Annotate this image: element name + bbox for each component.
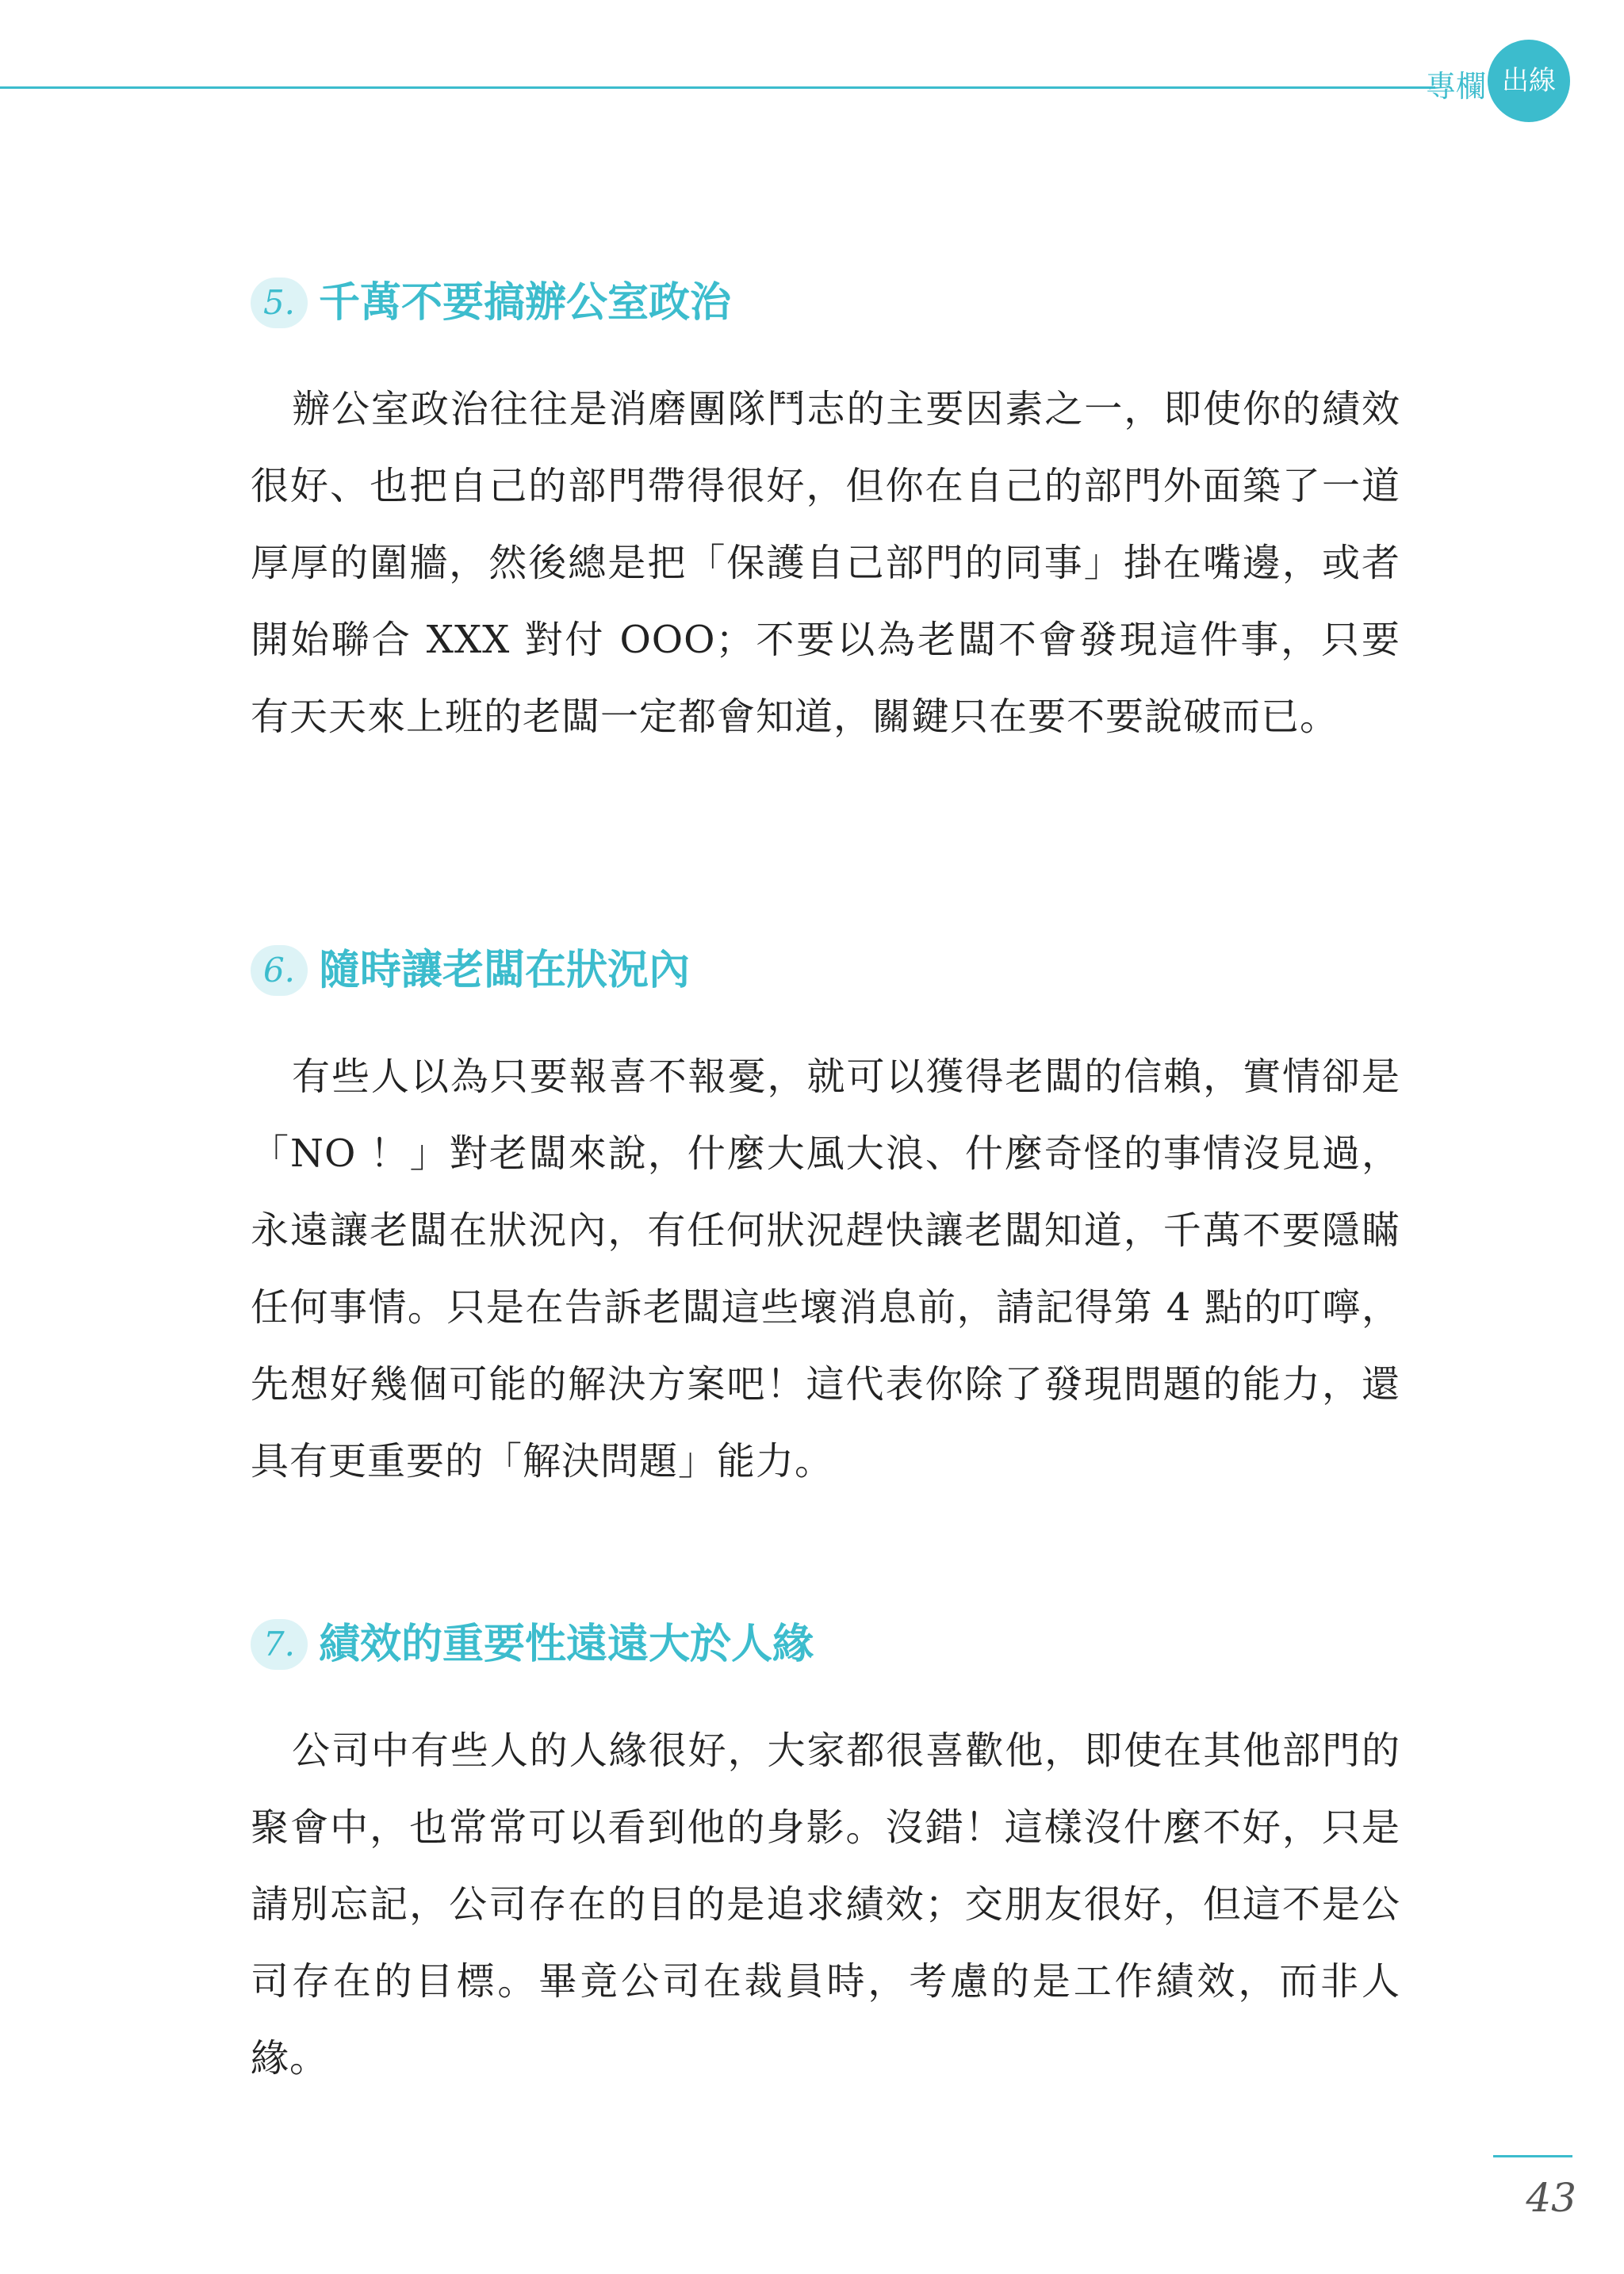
section-number-badge: 5. (251, 278, 308, 328)
section-6 (251, 940, 1400, 1500)
section-title: 績效的重要性遠遠大於人緣 (319, 1621, 814, 1668)
section-title: 隨時讓老闆在狀況內 (319, 947, 691, 994)
section-heading (251, 273, 1400, 333)
page-number: 43 (1526, 2175, 1576, 2221)
section-body: 有些人以為只要報喜不報憂，就可以獲得老闆的信賴，實情卻是「NO ！」對老闆來說，什麼大風大浪、什麼奇怪的事情沒見過，永遠讓老闆在狀況內，有任何狀況趕快讓老闆知道，千萬不要隱瞞任何事情。只是在告訴老闆這些壞消息前，請記得第 4 點的叮嚀，先想好幾個可能的解決方案吧！這代表你除了發現問題的能力，還具有更重要的「解決問題」能力。 (251, 1055, 1400, 1483)
section-number-badge: 7. (251, 1619, 308, 1670)
section-title: 千萬不要搞辦公室政治 (319, 279, 732, 327)
column-badge: 出線 (1488, 40, 1570, 122)
section-body: 公司中有些人的人緣很好，大家都很喜歡他，即使在其他部門的聚會中，也常常可以看到他的身影。沒錯！這樣沒什麼不好，只是請別忘記，公司存在的目的是追求績效；交朋友很好，但這不是公司存在的目標。畢竟公司在裁員時，考慮的是工作績效，而非人緣。 (251, 1728, 1400, 2081)
section-heading (251, 1614, 1400, 1675)
footer-rule (1493, 2155, 1572, 2157)
section-7 (251, 1614, 1400, 2097)
column-label: 專欄 (1426, 69, 1487, 104)
header-rule (0, 86, 1435, 89)
section-number-badge: 6. (251, 945, 308, 996)
section-heading (251, 940, 1400, 1001)
section-5 (251, 273, 1400, 756)
section-body: 辦公室政治往往是消磨團隊鬥志的主要因素之一，即使你的績效很好、也把自己的部門帶得很好，但你在自己的部門外面築了一道厚厚的圍牆，然後總是把「保護自己部門的同事」掛在嘴邊，或者開始聯合 XXX 對付 OOO；不要以為老闆不會發現這件事，只要有天天來上班的老闆一定都會知道，關鍵只在要不要說破而已。 (251, 387, 1400, 739)
